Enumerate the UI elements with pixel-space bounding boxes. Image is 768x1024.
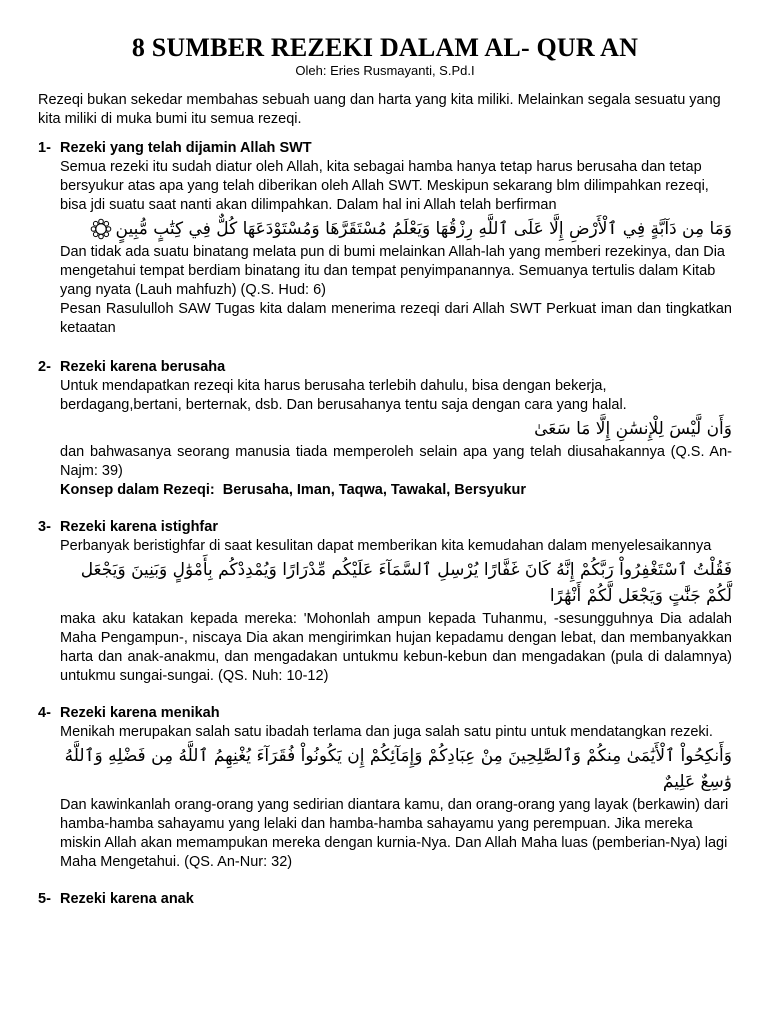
section-text: Menikah merupakan salah satu ibadah terlama dan juga salah satu pintu untuk mendatangkan rezeki. [60,724,713,740]
verse-translation: maka aku katakan kepada mereka: 'Mohonlah ampun kepada Tuhanmu, -sesungguhnya Dia adalah Maha Pengampun-, niscaya Dia akan mengirimkan hujan kepadamu dengan lebat, dan membanyakkan harta dan anak-anakmu, dan mengadakan untukmu kebun-kebun dan mengadakan (pula di dalamnya) untukmu sungai-sungai. (QS. Nuh: 10-12) [60,611,732,684]
section-number: 3- [38,519,51,535]
section-1 [38,139,732,338]
document-author: Oleh: Eries Rusmayanti, S.Pd.I [295,63,475,78]
section-text: Perbanyak beristighfar di saat kesulitan dapat memberikan kita kemudahan dalam menyelesaikannya [60,538,712,554]
section-3 [38,518,732,686]
section-heading: Rezeki karena menikah [60,705,220,721]
rezeki-concept-line: Konsep dalam Rezeqi: Berusaha, Iman, Taqwa, Tawakal, Bersyukur [60,482,527,498]
section-text: Untuk mendapatkan rezeqi kita harus berusaha terlebih dahulu, bisa dengan bekerja, berdagang,bertani, berternak, dsb. Dan berusahanya tentu saja dengan cara yang halal. [60,378,627,413]
section-2 [38,358,732,500]
section-heading: Rezeki karena istighfar [60,519,218,535]
section-4 [38,704,732,872]
quran-verse-arabic [60,743,732,795]
quran-verse-arabic [60,216,732,242]
quran-verse-text: وَأَن لَّيْسَ لِلْإِنسَٰنِ إِلَّا مَا سَعَىٰ [534,419,732,439]
quran-verse-arabic [60,557,732,609]
verse-translation: Dan tidak ada suatu binatang melata pun di bumi melainkan Allah-lah yang memberi rezekinya, dan Dia mengetahui tempat berdiam binatang itu dan tempat penyimpanannya. Semuanya tertulis dalam Kitab yang nyata (Lauh mahfuzh) (Q.S. Hud: 6) [60,244,725,298]
section-heading: Rezeki karena anak [60,891,194,907]
ayah-end-ornament [90,218,112,240]
section-number: 5- [38,891,51,907]
section-note: Pesan Rasululloh SAW Tugas kita dalam menerima rezeqi dari Allah SWT Perkuat iman dan tingkatkan ketaatan [60,301,732,336]
section-number: 4- [38,705,51,721]
quran-verse-arabic [60,416,732,442]
section-number: 2- [38,359,51,375]
quran-verse-text: وَمَا مِن دَآبَّةٍ فِي ٱلْأَرْضِ إِلَّا عَلَى ٱللَّهِ رِزْقُهَا وَيَعْلَمُ مُسْتَقَرَّهَا وَمُسْتَوْدَعَهَا كُلٌّ فِي كِتَٰبٍ مُّبِينٍ [115,219,732,239]
intro-paragraph: Rezeqi bukan sekedar membahas sebuah uang dan harta yang kita miliki. Melainkan segala sesuatu yang kita miliki di muka bumi itu semua rezeqi. [38,92,721,127]
verse-translation: dan bahwasanya seorang manusia tiada memperoleh selain apa yang telah diusahakannya (Q.S. An-Najm: 39) [60,444,732,479]
verse-translation: Dan kawinkanlah orang-orang yang sedirian diantara kamu, dan orang-orang yang layak (berkawin) dari hamba-hamba sahayamu yang lelaki dan hamba-hamba sahayamu yang perempuan. Jika mereka miskin Allah akan memampukan mereka dengan kurnia-Nya. Dan Allah Maha luas (pemberian-Nya) lagi Maha Mengetahui. (QS. An-Nur: 32) [60,797,729,870]
document-title: 8 SUMBER REZEKI DALAM AL- QUR AN [131,33,639,62]
section-heading: Rezeki karena berusaha [60,359,226,375]
section-text: Semua rezeki itu sudah diatur oleh Allah, kita sebagai hamba hanya tetap harus berusaha dan tetap bersyukur atas apa yang telah diberikan oleh Allah SWT. Meskipun sekarang blm dilimpahkan rezeqi, bisa jdi suatu saat nanti akan dilimpahkan. Dalam hal ini Allah telah berfirman [60,159,709,213]
quran-verse-text: وَأَنكِحُواْ ٱلْأَيَٰمَىٰ مِنكُمْ وَٱلصَّٰلِحِينَ مِنْ عِبَادِكُمْ وَإِمَآئِكُمْ إِن يَكُونُواْ فُقَرَآءَ يُغْنِهِمُ ٱللَّهُ مِن فَضْلِهِ وَٱللَّهُ وَٰسِعٌ عَلِيمٌ [64,746,732,792]
quran-verse-text: فَقُلْتُ ٱسْتَغْفِرُواْ رَبَّكُمْ إِنَّهُ كَانَ غَفَّارًا يُرْسِلِ ٱلسَّمَآءَ عَلَيْكُم مِّدْرَارًا وَيُمْدِدْكُم بِأَمْوَٰلٍ وَبَنِينَ وَيَجْعَل لَّكُمْ جَنَّٰتٍ وَيَجْعَل لَّكُمْ أَنْهَٰرًا [80,560,732,606]
section-heading: Rezeki yang telah dijamin Allah SWT [60,140,312,156]
section-5 [38,890,732,909]
section-number: 1- [38,140,51,156]
